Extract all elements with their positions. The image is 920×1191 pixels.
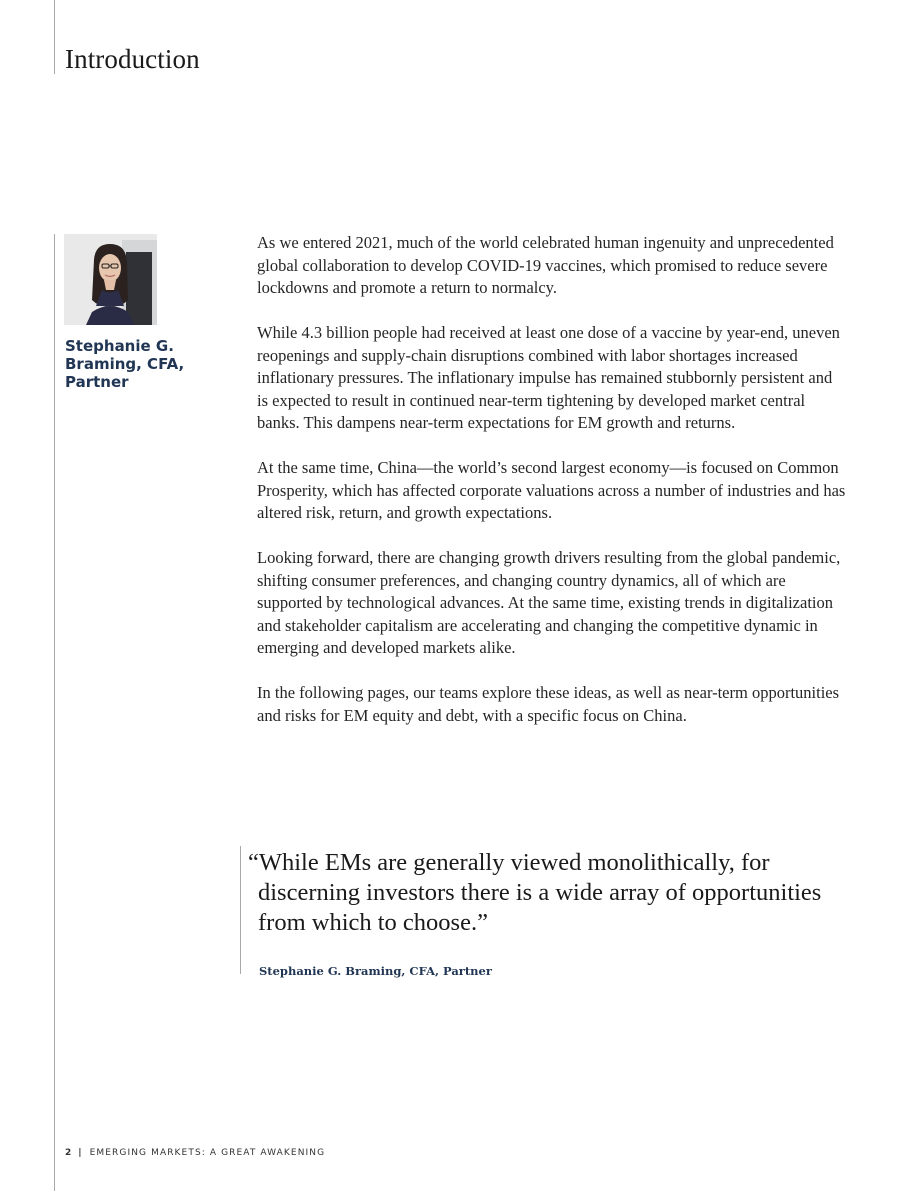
body-paragraph: Looking forward, there are changing growth drivers resulting from the global pandemic, shifting consumer preferences, and changing country dynamics, all of which are supported by technological advances. At the same time, existing trends in digitalization and stakeholder capitalism are accelerating and changing the competitive dynamic in emerging and developed markets alike.: [257, 548, 841, 657]
left-margin-rule: [54, 234, 55, 1191]
page-footer: [65, 1148, 325, 1158]
pull-quote-attribution: Stephanie G. Braming, CFA, Partner: [259, 964, 492, 978]
page-number: 2: [65, 1148, 72, 1158]
body-paragraph: At the same time, China—the world’s second largest economy—is focused on Common Prosperity, which has affected corporate valuations across a number of industries and has altered risk, return, and growth expectations.: [257, 458, 846, 522]
left-margin-rule-top: [54, 0, 55, 74]
body-paragraph: As we entered 2021, much of the world celebrated human ingenuity and unprecedented global collaboration to develop COVID-19 vaccines, which promised to reduce severe lockdowns and promote a return to normalcy.: [257, 233, 834, 297]
page-title: Introduction: [65, 44, 200, 74]
author-name: Stephanie G. Braming, CFA, Partner: [65, 337, 185, 391]
author-portrait-image: [64, 234, 157, 325]
footer-separator: |: [78, 1148, 83, 1158]
article-body: [257, 232, 847, 750]
body-paragraph: While 4.3 billion people had received at least one dose of a vaccine by year-end, uneven reopenings and supply-chain disruptions combined with labor shortages increased inflationary pressures. The inflationary impulse has remained stubbornly persistent and is expected to result in continued near-term tightening by developed market central banks. This dampens near-term expectations for EM growth and returns.: [257, 323, 840, 432]
pull-quote: [240, 846, 841, 978]
pull-quote-text: “While EMs are generally viewed monolithically, for discerning investors there is a wide array of opportunities from which to choose.”: [248, 849, 822, 936]
publication-title: EMERGING MARKETS: A GREAT AWAKENING: [89, 1148, 326, 1158]
author-photo: [64, 234, 157, 325]
body-paragraph: In the following pages, our teams explore these ideas, as well as near-term opportunities and risks for EM equity and debt, with a specific focus on China.: [257, 683, 840, 725]
